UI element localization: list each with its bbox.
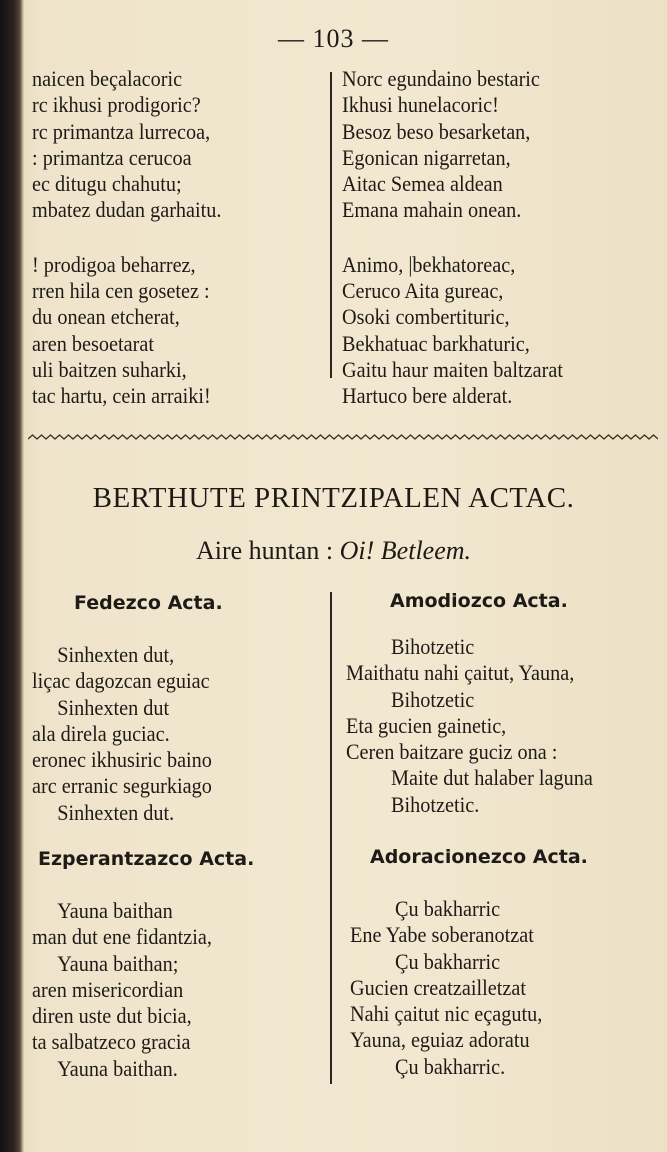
amodiozco-verse (346, 634, 620, 818)
stanza (32, 66, 243, 224)
verse-line: Sinhexten dut, (57, 642, 175, 667)
verse-line: Besoz beso besarketan, (342, 118, 531, 144)
adoracionezco-verse (350, 896, 564, 1080)
verse-line: rc primantza lurrecoa, (32, 118, 211, 144)
top-right-column (342, 66, 588, 410)
verse-line: naicen beçalacoric (32, 66, 183, 91)
verse-line: Çu bakharric (395, 948, 501, 974)
verse-line: diren uste dut bicia, (32, 1003, 192, 1029)
tune-prefix: Aire huntan : (195, 536, 334, 565)
verse-line: Sinhexten dut (57, 694, 170, 720)
verse-line: Ene Yabe soberanotzat (350, 922, 534, 948)
verse-line: Maite dut halaber laguna (391, 765, 593, 791)
verse-line: Çu bakharric. (395, 1053, 506, 1079)
verse-line: Ceruco Aita gureac, (342, 278, 504, 304)
verse-line: Ikhusi hunelacoric! (342, 92, 499, 118)
fedezco-verse (32, 642, 232, 826)
column-divider (330, 72, 332, 378)
verse-line: Yauna baithan; (57, 950, 179, 976)
verse-line: Norc egundaino bestaric (342, 66, 540, 91)
verse-line: Emana mahain onean. (342, 197, 522, 223)
verse-line: Aitac Semea aldean (342, 171, 503, 197)
verse-line: rc ikhusi prodigoric? (32, 92, 201, 118)
verse-line: Yauna baithan (57, 898, 173, 923)
verse-line: Sinhexten dut. (57, 799, 175, 825)
verse-line: Çu bakharric (395, 896, 501, 921)
stanza (32, 252, 243, 410)
verse-line: Yauna, eguiaz adoratu (350, 1027, 530, 1053)
verse-line: Bekhatuac barkhaturic, (342, 330, 530, 356)
heading-adoracionezco: Adoracionezco Acta. (370, 846, 588, 868)
verse-line: : primantza cerucoa (32, 144, 192, 170)
verse-line: man dut ene fidantzia, (32, 924, 212, 950)
verse-line: Osoki combertituric, (342, 304, 510, 330)
verse-line: Egonican nigarretan, (342, 144, 511, 170)
verse-line: tac hartu, cein arraiki! (32, 383, 211, 409)
verse-line: Ceren baitzare guciz ona : (346, 739, 558, 765)
verse-line: rren hila cen gosetez : (32, 278, 210, 304)
verse-line: liçac dagozcan eguiac (32, 668, 210, 694)
verse-line: Eta gucien gainetic, (346, 712, 507, 738)
ornamental-divider (28, 434, 658, 444)
verse-line: Animo, |bekhatoreac, (342, 251, 516, 277)
verse-line: ta salbatzeco gracia (32, 1029, 191, 1055)
tune-line (0, 536, 667, 566)
verse-line: Bihotzetic. (391, 791, 480, 817)
top-left-column (32, 66, 243, 410)
tune-name: Oi! Betleem. (339, 536, 472, 565)
page-number: — 103 — (278, 24, 389, 53)
verse-line: Bihotzetic (391, 634, 475, 659)
heading-fedezco: Fedezco Acta. (74, 592, 223, 614)
verse-line: Maithatu nahi çaitut, Yauna, (346, 660, 575, 686)
stanza (342, 252, 588, 410)
verse-line: Gaitu haur maiten baltzarat (342, 356, 563, 382)
heading-amodiozco: Amodiozco Acta. (390, 590, 568, 612)
verse-line: uli baitzen suharki, (32, 356, 187, 382)
verse-line: Gucien creatzailletzat (350, 974, 526, 1000)
verse-line: ! prodigoa beharrez, (32, 251, 196, 277)
column-divider (330, 592, 332, 1084)
verse-line: arc erranic segurkiago (32, 773, 212, 799)
section-title: BERTHUTE PRINTZIPALEN ACTAC. (92, 482, 575, 514)
verse-line: aren misericordian (32, 976, 184, 1002)
verse-line: ec ditugu chahutu; (32, 171, 182, 197)
verse-line: mbatez dudan garhaitu. (32, 197, 222, 223)
verse-line: ala direla guciac. (32, 720, 170, 746)
stanza (342, 66, 588, 224)
heading-ezperantzazco: Ezperantzazco Acta. (38, 848, 255, 870)
verse-line: Yauna baithan. (57, 1055, 178, 1081)
book-binding-edge (0, 0, 24, 1152)
verse-line: Bihotzetic (391, 686, 475, 712)
verse-line: du onean etcherat, (32, 304, 180, 330)
ezperantzazco-verse (32, 898, 232, 1082)
verse-line: aren besoetarat (32, 330, 154, 356)
verse-line: eronec ikhusiric baino (32, 747, 212, 773)
verse-line: Nahi çaitut nic eçagutu, (350, 1001, 543, 1027)
verse-line: Hartuco bere alderat. (342, 383, 513, 409)
